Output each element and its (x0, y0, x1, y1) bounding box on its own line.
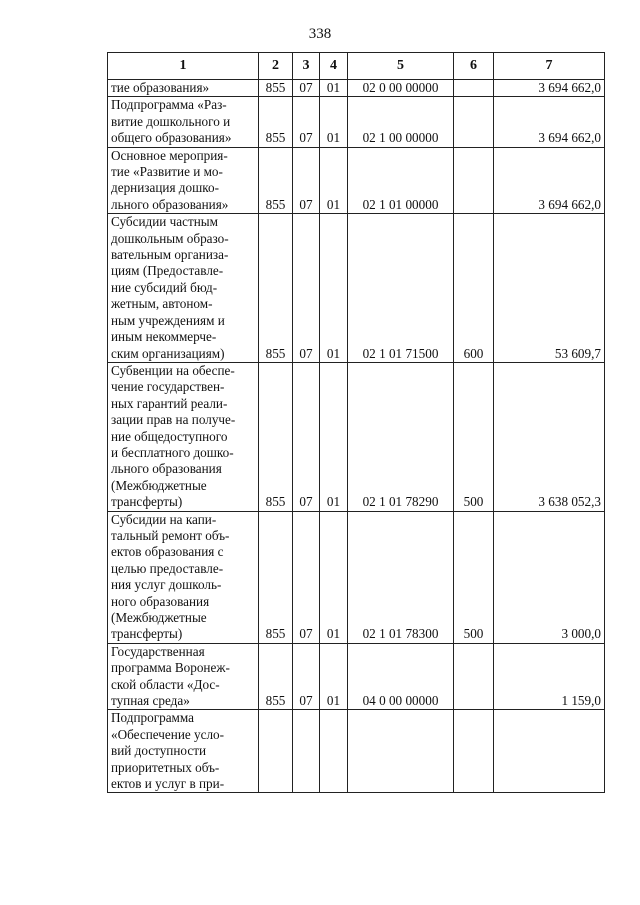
amount-cell: 3 638 052,3 (494, 362, 605, 511)
section-code-cell: 07 (293, 80, 320, 97)
chapter-code-cell: 855 (259, 214, 293, 363)
chapter-code-cell: 855 (259, 80, 293, 97)
row-name-line: трансферты) (111, 494, 183, 510)
row-name-line: тие «Развитие и мо- (111, 164, 223, 180)
expense-type-cell (454, 80, 494, 97)
row-name-cell (108, 147, 259, 214)
target-article-cell: 02 1 01 78290 (348, 362, 454, 511)
chapter-code-cell: 855 (259, 362, 293, 511)
amount-cell (494, 710, 605, 793)
row-name-line: Подпрограмма «Раз- (111, 97, 227, 113)
row-name-line: тие образования» (111, 80, 210, 95)
row-name-line: жетным, автоном- (111, 296, 213, 312)
subsection-code-cell: 01 (320, 511, 348, 643)
table-row (108, 362, 605, 511)
subsection-code-cell: 01 (320, 214, 348, 363)
row-name-line: тупная среда» (111, 693, 190, 709)
row-name-cell (108, 214, 259, 363)
row-name-line: дошкольным образо- (111, 230, 229, 246)
column-header: 6 (454, 53, 494, 80)
amount-cell: 53 609,7 (494, 214, 605, 363)
row-name-line: Субсидии частным (111, 214, 218, 230)
amount-cell: 3 000,0 (494, 511, 605, 643)
section-code-cell (293, 710, 320, 793)
row-name-line: ным учреждениям и (111, 312, 225, 328)
expense-type-cell: 600 (454, 214, 494, 363)
row-name-line: ние общедоступного (111, 428, 228, 444)
target-article-cell: 02 1 01 71500 (348, 214, 454, 363)
row-name-cell (108, 80, 259, 97)
row-name-line: тальный ремонт объ- (111, 527, 230, 543)
expense-type-cell: 500 (454, 362, 494, 511)
chapter-code-cell: 855 (259, 511, 293, 643)
section-code-cell: 07 (293, 362, 320, 511)
subsection-code-cell (320, 710, 348, 793)
subsection-code-cell: 01 (320, 362, 348, 511)
expense-type-cell: 500 (454, 511, 494, 643)
row-name-line: льного образования» (111, 196, 229, 212)
row-name-line: ским организациям) (111, 345, 225, 361)
subsection-code-cell: 01 (320, 97, 348, 147)
table-row (108, 97, 605, 147)
target-article-cell: 04 0 00 00000 (348, 643, 454, 710)
chapter-code-cell: 855 (259, 147, 293, 214)
row-name-line: ской области «Дос- (111, 676, 220, 692)
budget-table (107, 52, 605, 793)
amount-cell: 1 159,0 (494, 643, 605, 710)
page-number: 338 (308, 26, 332, 42)
column-header: 4 (320, 53, 348, 80)
row-name-line: льного образования (111, 461, 222, 477)
row-name-cell (108, 710, 259, 793)
chapter-code-cell: 855 (259, 643, 293, 710)
section-code-cell: 07 (293, 147, 320, 214)
column-header: 7 (494, 53, 605, 80)
subsection-code-cell: 01 (320, 80, 348, 97)
chapter-code-cell: 855 (259, 97, 293, 147)
table-row (108, 80, 605, 97)
row-name-line: целью предоставле- (111, 560, 224, 576)
row-name-line: вий доступности (111, 743, 207, 759)
row-name-line: витие дошкольного и (111, 113, 231, 129)
row-name-line: «Обеспечение усло- (111, 726, 225, 742)
amount-cell: 3 694 662,0 (494, 97, 605, 147)
row-name-cell (108, 643, 259, 710)
row-name-line: вательным организа- (111, 247, 229, 263)
amount-cell: 3 694 662,0 (494, 147, 605, 214)
target-article-cell: 02 1 01 78300 (348, 511, 454, 643)
section-code-cell: 07 (293, 643, 320, 710)
target-article-cell (348, 710, 454, 793)
target-article-cell: 02 1 01 00000 (348, 147, 454, 214)
table-row (108, 147, 605, 214)
section-code-cell: 07 (293, 214, 320, 363)
row-name-line: ектов образования с (111, 544, 224, 560)
row-name-cell (108, 362, 259, 511)
row-name-line: и бесплатного дошко- (111, 444, 234, 460)
expense-type-cell (454, 643, 494, 710)
row-name-line: ектов и услуг в при- (111, 776, 225, 792)
row-name-line: Государственная (111, 643, 205, 659)
subsection-code-cell: 01 (320, 147, 348, 214)
column-header: 5 (348, 53, 454, 80)
table-row (108, 643, 605, 710)
section-code-cell: 07 (293, 511, 320, 643)
row-name-line: ния услуг дошколь- (111, 577, 222, 593)
row-name-line: Основное мероприя- (111, 147, 228, 163)
table-row (108, 710, 605, 793)
row-name-line: (Межбюджетные (111, 610, 207, 625)
table-header-row (108, 53, 605, 80)
chapter-code-cell (259, 710, 293, 793)
column-header: 1 (108, 53, 259, 80)
expense-type-cell (454, 97, 494, 147)
table-row (108, 214, 605, 363)
expense-type-cell (454, 147, 494, 214)
row-name-line: (Межбюджетные (111, 477, 207, 493)
row-name-line: ных гарантий реали- (111, 395, 228, 411)
row-name-line: дернизация дошко- (111, 180, 219, 196)
subsection-code-cell: 01 (320, 643, 348, 710)
row-name-line: трансферты) (111, 626, 183, 642)
row-name-line: ние субсидий бюд- (111, 279, 218, 295)
target-article-cell: 02 1 00 00000 (348, 97, 454, 147)
column-header: 3 (293, 53, 320, 80)
row-name-line: программа Воронеж- (111, 660, 230, 676)
row-name-cell (108, 511, 259, 643)
amount-cell: 3 694 662,0 (494, 80, 605, 97)
column-header: 2 (259, 53, 293, 80)
row-name-line: зации прав на получе- (111, 412, 236, 428)
table-row (108, 511, 605, 643)
row-name-cell (108, 97, 259, 147)
row-name-line: общего образования» (111, 130, 232, 146)
section-code-cell: 07 (293, 97, 320, 147)
row-name-line: Субсидии на капи- (111, 511, 217, 527)
row-name-line: Субвенции на обеспе- (111, 362, 235, 378)
row-name-line: приоритетных объ- (111, 759, 220, 775)
expense-type-cell (454, 710, 494, 793)
row-name-line: иным некоммерче- (111, 329, 217, 345)
row-name-line: ного образования (111, 593, 210, 609)
row-name-line: Подпрограмма (111, 710, 195, 726)
target-article-cell: 02 0 00 00000 (348, 80, 454, 97)
row-name-line: циям (Предоставле- (111, 263, 224, 279)
row-name-line: чение государствен- (111, 379, 225, 395)
